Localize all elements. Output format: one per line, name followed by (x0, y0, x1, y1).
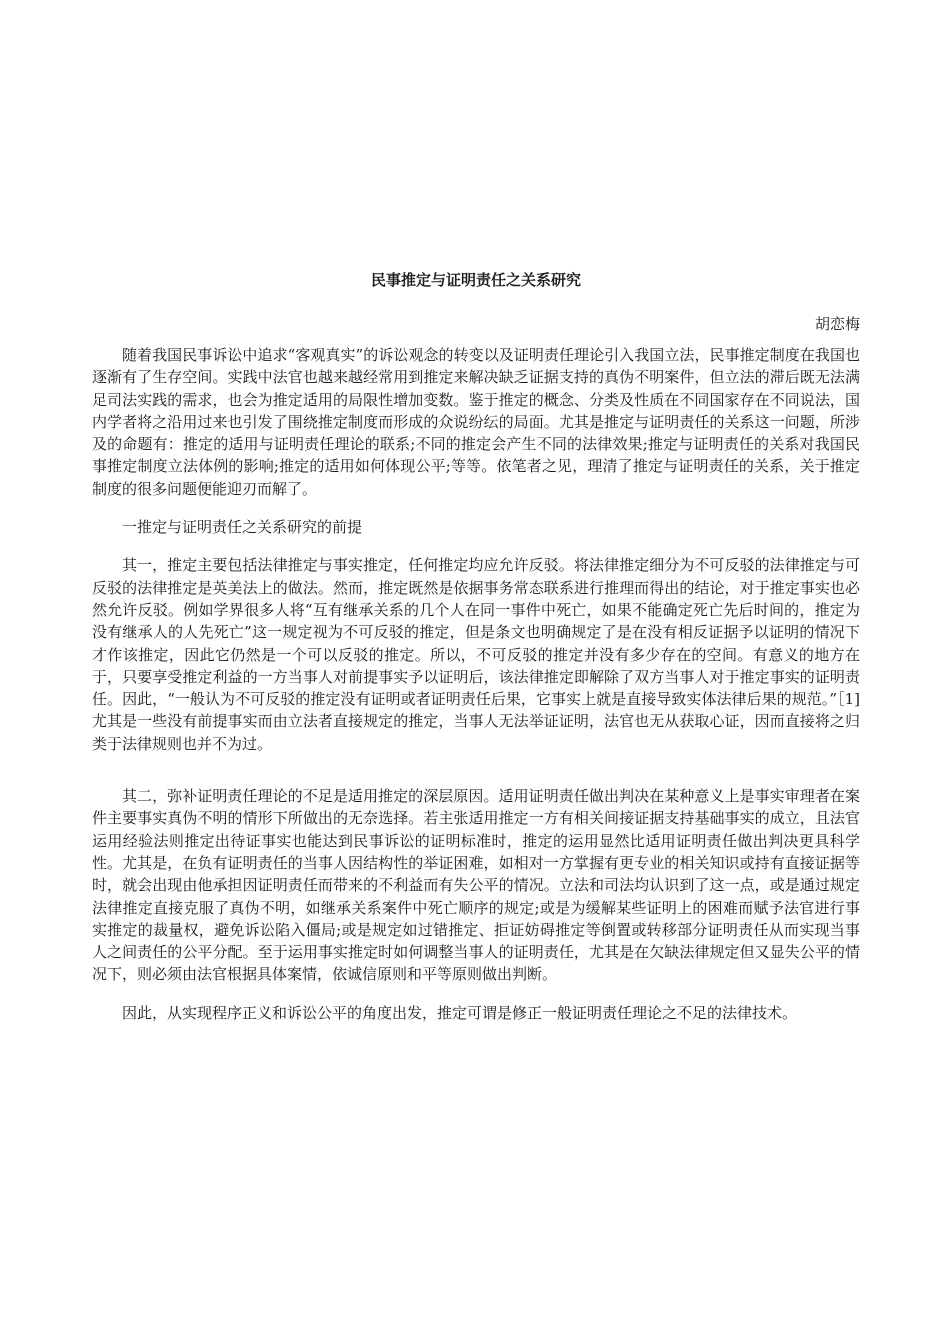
document-author: 胡恋梅 (814, 315, 860, 333)
conclusion-paragraph: 因此，从实现程序正义和诉讼公平的角度出发，推定可谓是修正一般证明责任理论之不足的法律技术。 (122, 1003, 798, 1022)
section-heading: 一推定与证明责任之关系研究的前提 (122, 518, 363, 537)
body-paragraph-first-point: 其一，推定主要包括法律推定与事实推定，任何推定均应允许反驳。将法律推定细分为不可反驳的法律推定与可反驳的法律推定是英美法上的做法。然而，推定既然是依据事务常态联系进行推理而得出的结论，对于推定事实也必然允许反驳。例如学界很多人将“互有继承关系的几个人在同一事件中死亡，如果不能确定死亡先后时间的，推定为没有继承人的人先死亡”这一规定视为不可反驳的推定，但是条文也明确规定了是在没有相反证据予以证明的情况下才作该推定，因此它仍然是一个可以反驳的推定。所以，不可反驳的推定并没有多少存在的空间。有意义的地方在于，只要享受推定利益的一方当事人对前提事实予以证明后，该法律推定即解除了双方当事人对于推定事实的证明责任。因此，“一般认为不可反驳的推定没有证明或者证明责任后果，它事实上就是直接导致实体法律后果的规范。”［1]尤其是一些没有前提事实而由立法者直接规定的推定，当事人无法举证证明，法官也无从获取心证，因而直接将之归类于法律规则也并不为过。 (92, 556, 860, 753)
document-page (92, 262, 860, 1024)
intro-paragraph: 随着我国民事诉讼中追求“客观真实”的诉讼观念的转变以及证明责任理论引入我国立法，民事推定制度在我国也逐渐有了生存空间。实践中法官也越来越经常用到推定来解决缺乏证据支持的真伪不明案件，但立法的滞后既无法满足司法实践的需求，也会为推定适用的局限性增加变数。鉴于推定的概念、分类及性质在不同国家存在不同说法，国内学者将之沿用过来也引发了围绕推定制度而形成的众说纷纭的局面。尤其是推定与证明责任的关系这一问题，所涉及的命题有：推定的适用与证明责任理论的联系;不同的推定会产生不同的法律效果;推定与证明责任的关系对我国民事推定制度立法体例的影响;推定的适用如何体现公平;等等。依笔者之见，理清了推定与证明责任的关系，关于推定制度的很多问题便能迎刃而解了。 (92, 346, 860, 498)
body-paragraph-second-point: 其二，弥补证明责任理论的不足是适用推定的深层原因。适用证明责任做出判决在某种意义上是事实审理者在案件主要事实真伪不明的情形下所做出的无奈选择。若主张适用推定一方有相关间接证据支持基础事实的成立，且法官运用经验法则推定出待证事实也能达到民事诉讼的证明标准时，推定的运用显然比适用证明责任做出判决更具科学性。尤其是，在负有证明责任的当事人因结构性的举证困难，如相对一方掌握有更专业的相关知识或持有直接证据等时，就会出现由他承担因证明责任而带来的不利益而有失公平的情况。立法和司法均认识到了这一点，或是通过规定法律推定直接克服了真伪不明，如继承关系案件中死亡顺序的规定;或是为缓解某些证明上的困难而赋予法官进行事实推定的裁量权，避免诉讼陷入僵局;或是规定如过错推定、拒证妨碍推定等倒置或转移部分证明责任从而实现当事人之间责任的公平分配。至于运用事实推定时如何调整当事人的证明责任，尤其是在欠缺法律规定但又显失公平的情况下，则必须由法官根据具体案情，依诚信原则和平等原则做出判断。 (92, 787, 860, 984)
document-title: 民事推定与证明责任之关系研究 (370, 271, 581, 289)
